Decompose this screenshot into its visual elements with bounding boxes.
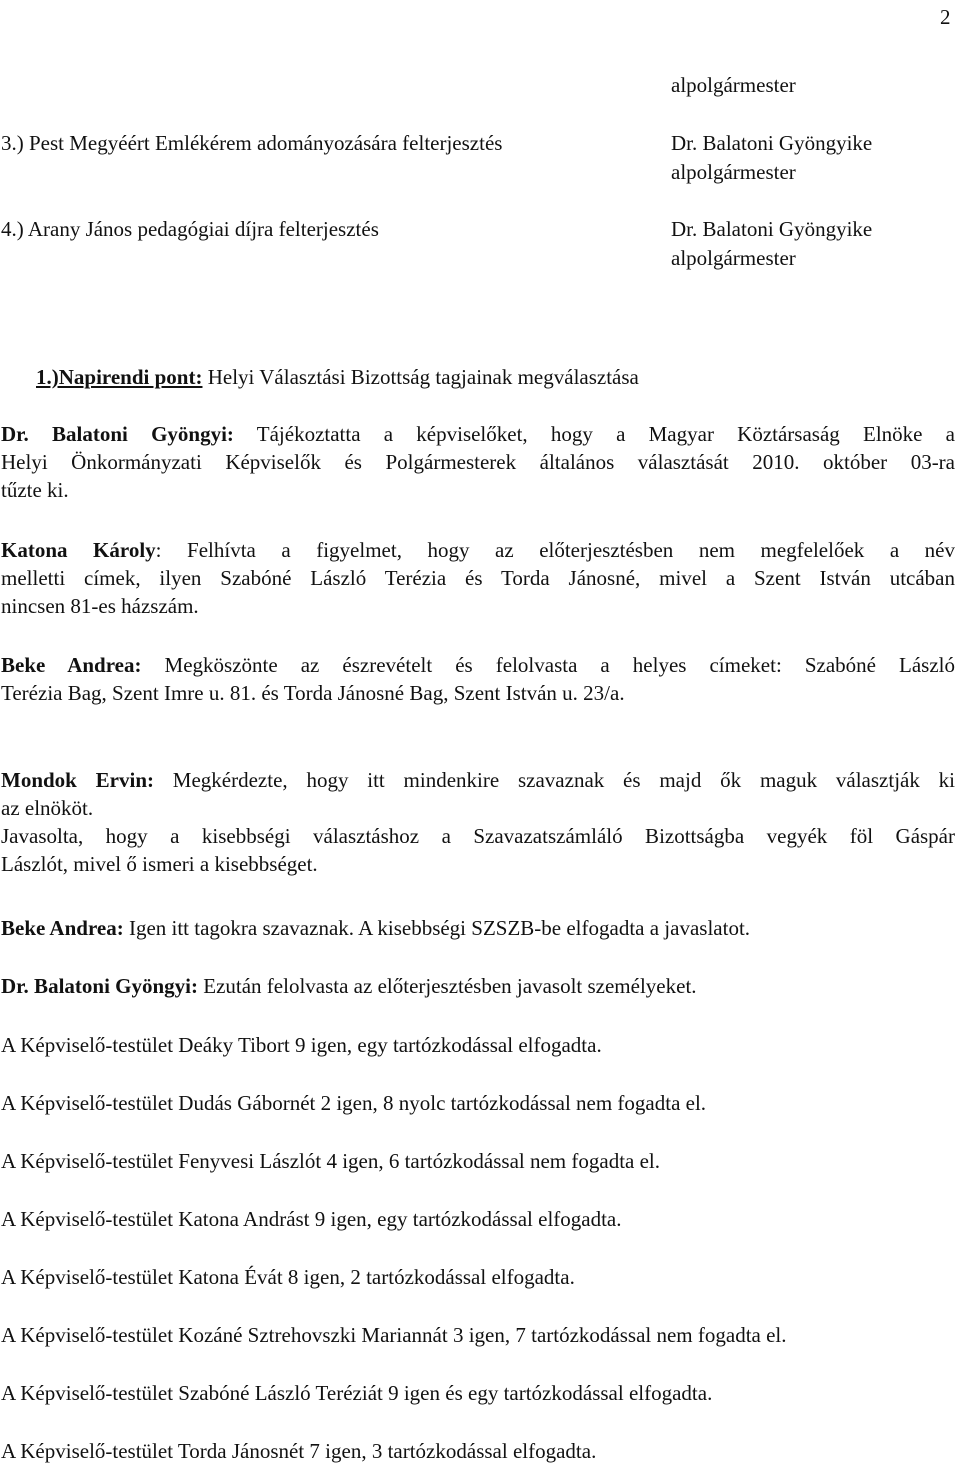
agenda-top-role: alpolgármester (671, 73, 796, 97)
paragraph-line: Javasolta, hogy a kisebbségi választáshoz a Szavazatszámláló Bizottságba vegyék föl Gáspár (1, 824, 955, 848)
paragraph-line: az elnököt. (1, 796, 94, 820)
paragraph-line: Mondok Ervin: Megkérdezte, hogy itt mindenkire szavaznak és majd ők maguk választják ki (1, 768, 955, 792)
section-heading (36, 363, 639, 391)
paragraph (1, 420, 955, 504)
paragraph-line: Lászlót, mivel ő ismeri a kisebbséget. (1, 852, 318, 876)
page-number: 2 (940, 5, 951, 29)
speaker-name: Beke Andrea: (1, 916, 124, 940)
agenda-item-presenter: Dr. Balatoni Gyöngyike (671, 217, 873, 241)
section-heading-label: 1.)Napirendi pont: (36, 365, 203, 389)
paragraph-line: Beke Andrea: Megköszönte az észrevételt és felolvasta a helyes címeket: Szabóné László (1, 653, 955, 677)
agenda-item-label: 3.) Pest Megyéért Emlékérem adományozására felterjesztés (1, 131, 503, 155)
vote-result: A Képviselő-testület Dudás Gábornét 2 igen, 8 nyolc tartózkodással nem fogadta el. (1, 1091, 707, 1115)
vote-result: A Képviselő-testület Fenyvesi Lászlót 4 igen, 6 tartózkodással nem fogadta el. (1, 1149, 660, 1173)
speaker-name: Dr. Balatoni Gyöngyi: (1, 974, 198, 998)
vote-result: A Képviselő-testület Katona Andrást 9 igen, egy tartózkodással elfogadta. (1, 1207, 622, 1231)
section-heading-text: Helyi Választási Bizottság tagjainak megválasztása (202, 365, 639, 389)
agenda-item-label: 4.) Arany János pedagógiai díjra felterjesztés (1, 217, 379, 241)
paragraph (1, 914, 955, 942)
paragraph-line: Helyi Önkormányzati Képviselők és Polgármesterek általános választását 2010. október 03-ra (1, 450, 955, 474)
paragraph (1, 536, 955, 620)
paragraph-line: Beke Andrea: Igen itt tagokra szavaznak. A kisebbségi SZSZB-be elfogadta a javaslatot. (1, 916, 751, 940)
speaker-name: Mondok Ervin: (1, 768, 154, 792)
paragraph-line: melletti címek, ilyen Szabóné László Terézia és Torda Jánosné, mivel a Szent István utcában (1, 566, 955, 590)
paragraph (1, 651, 955, 707)
paragraph-line: Terézia Bag, Szent Imre u. 81. és Torda Jánosné Bag, Szent István u. 23/a. (1, 681, 625, 705)
agenda-item-role: alpolgármester (671, 160, 796, 184)
vote-result: A Képviselő-testület Torda Jánosnét 7 igen, 3 tartózkodással elfogadta. (1, 1439, 597, 1463)
speaker-name: Dr. Balatoni Gyöngyi: (1, 422, 234, 446)
paragraph (1, 972, 955, 1000)
paragraph-line: Dr. Balatoni Gyöngyi: Ezután felolvasta az előterjesztésben javasolt személyeket. (1, 974, 697, 998)
vote-result: A Képviselő-testület Szabóné László Teréziát 9 igen és egy tartózkodással elfogadta. (1, 1381, 713, 1405)
agenda-item-presenter: Dr. Balatoni Gyöngyike (671, 131, 873, 155)
speaker-name: Beke Andrea: (1, 653, 142, 677)
vote-result: A Képviselő-testület Kozáné Sztrehovszki Mariannát 3 igen, 7 tartózkodással nem fogadta el. (1, 1323, 787, 1347)
speaker-name: Katona Károly (1, 538, 156, 562)
paragraph-line: Dr. Balatoni Gyöngyi: Tájékoztatta a képviselőket, hogy a Magyar Köztársaság Elnöke a (1, 422, 956, 446)
vote-result: A Képviselő-testület Katona Évát 8 igen, 2 tartózkodással elfogadta. (1, 1265, 575, 1289)
paragraph (1, 766, 955, 878)
paragraph-line: tűzte ki. (1, 478, 69, 502)
paragraph-line: Katona Károly: Felhívta a figyelmet, hogy az előterjesztésben nem megfelelőek a név (1, 538, 955, 562)
paragraph-line: nincsen 81-es házszám. (1, 594, 199, 618)
vote-result: A Képviselő-testület Deáky Tibort 9 igen, egy tartózkodással elfogadta. (1, 1033, 602, 1057)
agenda-item-role: alpolgármester (671, 246, 796, 270)
